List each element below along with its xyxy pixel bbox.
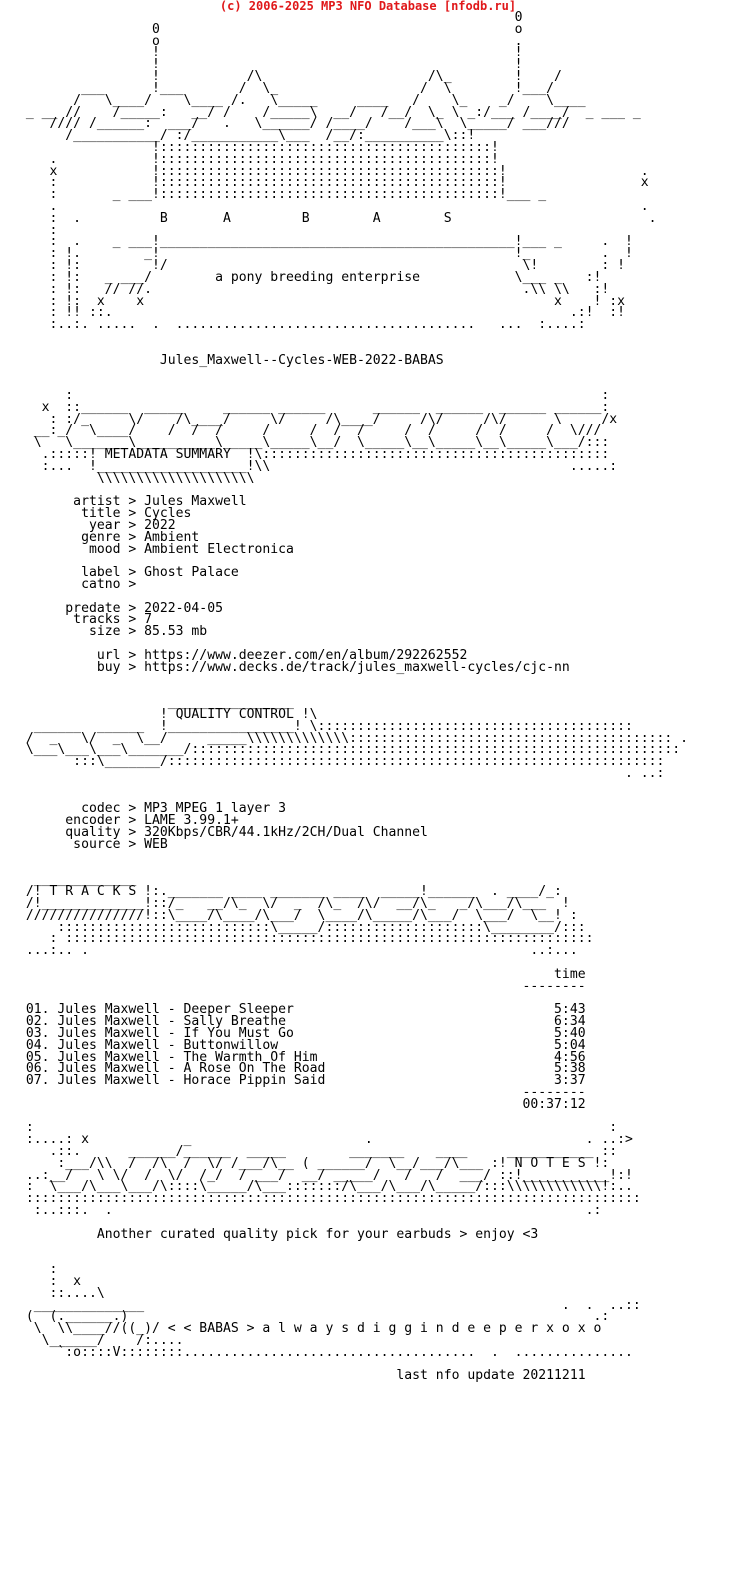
notes-banner-line: :..:::. . .:	[18, 1203, 602, 1219]
notes-text: Another curated quality pick for your earbuds > enjoy <3	[18, 1226, 539, 1242]
quality-row-codec: codec > MP3 MPEG 1 layer 3	[18, 801, 287, 817]
notes-banner-line: :....: x _ . . ..:>	[18, 1132, 633, 1148]
notes-banner-line: ::::::::::::::::::::::::::::::::::::::::::::::::::::::::::::::::::::::::::::::	[18, 1191, 641, 1207]
last-update: last nfo update 20211211	[18, 1368, 586, 1384]
metadata-banner-line: x ::______ _____ ______ ______ ______ ______ ______ ______:	[18, 399, 610, 415]
header-art-line: ! /\ /\_ ! /	[18, 69, 562, 85]
header-art-line: x !:::::::::::::::::::::::::::::::::::::::::::! .	[18, 163, 649, 179]
header-art-line: ! !	[18, 45, 523, 61]
nfo-document	[18, 12, 688, 1382]
blank-line	[18, 851, 688, 863]
metadata-banner-line: : :/_ \/ /\____/ \/ /\____/ /\/ /\/ \ /x	[18, 411, 618, 427]
header-art-line: 0	[18, 10, 523, 25]
header-art-line: ___ !___ / \_ / \ !___/	[18, 80, 555, 96]
tracks-rule: --------	[18, 978, 586, 994]
header-art-line: : . B A B A S .	[18, 210, 657, 226]
quality-banner-line: \___\___\___\_______/::::::::::::::::::::::::::::::::::::::::::::::::::::::::::::::	[18, 742, 681, 758]
header-art-line: : !: // //. .\\ \\ :!	[18, 281, 610, 297]
track-row: 03. Jules Maxwell - If You Must Go 5:40	[18, 1025, 586, 1041]
release-name: Jules_Maxwell--Cycles-WEB-2022-BABAS	[18, 352, 444, 368]
metadata-banner-line: :... !___________________!\\ .....:	[18, 458, 618, 474]
tracks-time-header: time	[18, 966, 586, 982]
notes-banner-line: : :	[18, 1120, 618, 1136]
header-art-line: . !::::::::::::::::::::::::::::::::::::::::::!	[18, 151, 499, 167]
blank-line	[18, 1241, 688, 1253]
total-time: 00:37:12	[18, 1096, 586, 1112]
header-art-line: /___________/ :/___________\___ /__/:__________\::!	[18, 128, 484, 144]
footer-art-line: : x	[18, 1273, 82, 1289]
track-row: 05. Jules Maxwell - The Warmth Of Him 4:56	[18, 1049, 586, 1065]
header-art-line: _ __ // /_____: __/ / /_____\ __/ /__/ \_ \ _:/___ /____/ _ ___ _	[18, 104, 641, 120]
metadata-banner-line: __:_/ \____/ / / / / / / / / / / / / \///	[18, 423, 602, 439]
tracks-banner-line: ...:.. . ..:...	[18, 943, 578, 959]
header-art-line: : !! ::. .:! :!	[18, 305, 625, 321]
tracks-banner-line: _____________	[18, 872, 153, 888]
notes-banner-line: ..:__/ \ \/ / \/ /_/ / ___/ __/ _____/ / / ___/ ::!___________!:!	[18, 1167, 633, 1183]
footer-art-line: \ \\____//((_)/ < < BABAS > a l w a y s d i g g i n d e e p e r x o x o	[18, 1321, 602, 1337]
footer-art-line: \______/ /:....	[18, 1333, 184, 1348]
notes-banner-line: : \___/\___\___/\::::\_____/\___:::::::/\___/\___/\_____/:::\\\\\\\\\\\\!:..	[18, 1179, 633, 1195]
metadata-row-year: year > 2022	[18, 517, 176, 533]
tracks-banner-line: /!_____________!::/_ __/\_ \/ _ /\_ /\/ __/\_ _/\___/\___ !	[18, 895, 570, 911]
quality-banner-line: ________________	[18, 695, 294, 711]
metadata-row-genre: genre > Ambient	[18, 529, 200, 545]
header-art-line: . .	[18, 199, 649, 214]
header-art-line: :..:. ..... . ...................................... ... :....:	[18, 317, 586, 333]
header-art-line: : !: _ ___/ a pony breeding enterprise \___ _ :!	[18, 269, 602, 285]
blank-line	[18, 1252, 688, 1264]
header-art-line: : !:::::::::::::::::::::::::::::::::::::::::::! x	[18, 175, 649, 191]
track-row: 07. Jules Maxwell - Horace Pippin Said 3:37	[18, 1073, 586, 1089]
quality-banner-line: . ..:	[18, 766, 665, 781]
metadata-row-buy: buy > https://www.decks.de/track/jules_maxwell-cycles/cjc-nn	[18, 659, 570, 675]
tracks-banner-line: :::::::::::::::::::::::::::\_____/::::::::::::::::::::\________/:::	[18, 919, 586, 935]
header-art-line: o .	[18, 33, 523, 49]
metadata-row-catno: catno >	[18, 577, 145, 592]
metadata-row-mood: mood > Ambient Electronica	[18, 541, 294, 557]
header-art-line: : _ ___!:::::::::::::::::::::::::::::::::::::::::::!___ _	[18, 187, 547, 203]
track-row: 04. Jules Maxwell - Buttonwillow 5:04	[18, 1037, 586, 1053]
footer-art-line: :	[18, 1262, 58, 1278]
tracks-banner-line: : :::::::::::::::::::::::::::::::::::::::::::::::::::::::::::::::::::	[18, 931, 594, 947]
notes-banner-line: :___/\\ / /\ / \/ /___/\__ ( ______/ \__/___/\___ :! N O T E S !:	[18, 1155, 610, 1171]
header-art-line: 0 o	[18, 21, 523, 37]
quality-row-encoder: encoder > LAME 3.99.1+	[18, 813, 239, 829]
notes-banner-line: .::. ______/______ _____ _______ ____ ___________ ::	[18, 1144, 618, 1159]
metadata-banner-line: \ \_______\__________\_____\_____\__/ \_____\__\_____\__\_____\___/:::	[18, 435, 610, 451]
blank-line	[18, 780, 688, 792]
track-row: 06. Jules Maxwell - A Rose On The Road 5:38	[18, 1061, 586, 1077]
quality-banner-line: / _ \/ _ \__/ _____\\\\\\\\\\\\\::::::::::::::::::::::::::::::::::::::::: .	[18, 730, 689, 746]
quality-banner-line: ! QUALITY CONTROL !\	[18, 706, 318, 722]
quality-banner-line: :::\_______/:::::::::::::::::::::::::::::::::::::::::::::::::::::::::::::::	[18, 754, 665, 770]
quality-row-source: source > WEB	[18, 836, 168, 852]
footer-art-line: ::....\	[18, 1285, 105, 1301]
metadata-banner-line: : :	[18, 388, 610, 403]
metadata-banner-line: \\\\\\\\\\\\\\\\\\\\	[18, 470, 255, 486]
header-art-line: ! !	[18, 57, 523, 73]
blank-line	[18, 331, 688, 343]
metadata-row-title: title > Cycles	[18, 506, 192, 522]
header-art-line: : !: !/ \! : !	[18, 258, 625, 274]
header-art-line: //// /______: ___/ . \______/ /____/ /___\ \_____/ ___///	[18, 116, 570, 132]
header-art-line: / \____/ \____ /. \_____ ____ / \_ _/ \____	[18, 92, 586, 108]
track-row: 01. Jules Maxwell - Deeper Sleeper 5:43	[18, 1002, 586, 1018]
footer-art-line: `:o::::V::::::::..................................... . ...............	[18, 1344, 633, 1360]
header-art-line: !::::::::::::::::::::::::::::::::::::::::::!	[18, 139, 507, 155]
metadata-banner-line: .:::::! METADATA SUMMARY !\::::::::::::::::::::::::::::::::::::::::::::	[18, 447, 610, 463]
header-art-line: : !. _! !_ . !	[18, 246, 633, 262]
metadata-row-url: url > https://www.deezer.com/en/album/292262552	[18, 647, 468, 663]
footer-art-line: ( (.______.) .:	[18, 1309, 610, 1325]
metadata-row-label: label > Ghost Palace	[18, 565, 239, 581]
tracks-banner-line: ///////////////!::\____/\____/\___/ \____/\_____/\___/ \___/ \__! :	[18, 907, 578, 923]
tracks-banner-line: /! T R A C K S !:._______ ____ _______ ____ _____!______ . ____/_:	[18, 884, 562, 900]
quality-banner-line: ______ ______ !________________! \::::::::::::::::::::::::::::::::::::::::	[18, 718, 633, 734]
footer-art-line: ______________ . . ..::	[18, 1297, 641, 1313]
header-art-line: : . _ ___!_____________________________________________!___ _ . !	[18, 234, 633, 250]
quality-row-quality: quality > 320Kbps/CBR/44.1kHz/2CH/Dual Channel	[18, 825, 428, 841]
metadata-row-tracks: tracks > 7	[18, 612, 153, 628]
metadata-row-size: size > 85.53 mb	[18, 624, 208, 640]
track-row: 02. Jules Maxwell - Sally Breathe 6:34	[18, 1014, 586, 1030]
blank-line	[18, 674, 688, 686]
tracks-rule: --------	[18, 1084, 586, 1100]
metadata-row-predate: predate > 2022-04-05	[18, 600, 223, 616]
blank-line	[18, 366, 688, 378]
metadata-row-artist: artist > Jules Maxwell	[18, 494, 247, 510]
header-art-line: : !: x x x ! :x	[18, 293, 625, 309]
header-art-line: :	[18, 222, 58, 238]
copyright-banner: (c) 2006-2025 MP3 NFO Database [nfodb.ru]	[219, 0, 517, 13]
